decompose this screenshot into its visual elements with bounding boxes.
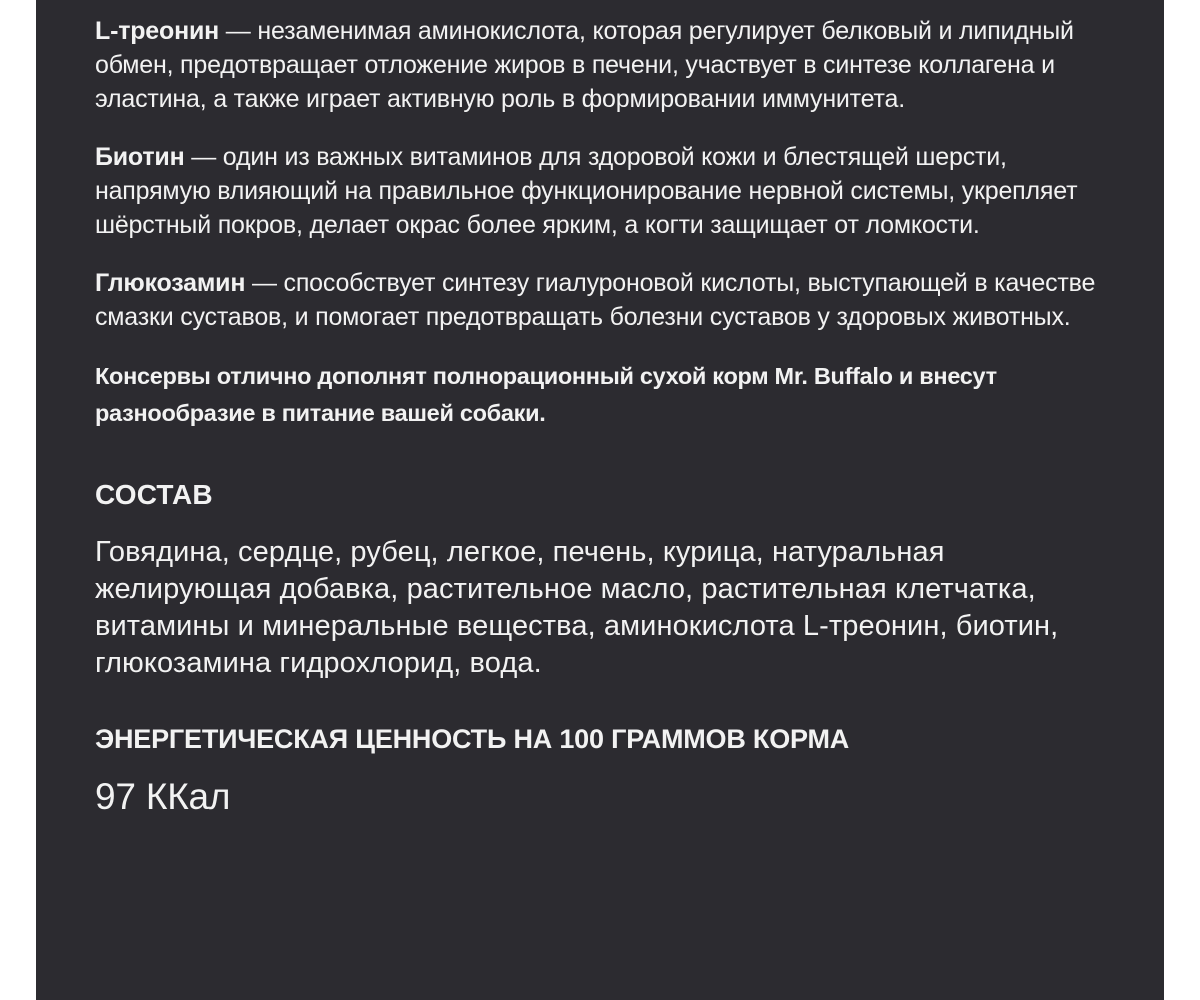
composition-heading: СОСТАВ bbox=[95, 479, 213, 510]
ingredient-l-threonine bbox=[95, 14, 1124, 116]
ingredient-description: — один из важных витаминов для здоровой кожи и блестящей шерсти, напрямую влияющий на правильное функционирование нервной системы, укрепляет шёрстный покров, делает окрас более ярким, а когти защищает от ломкости. bbox=[95, 143, 1078, 239]
feeding-note: Консервы отлично дополнят полнорационный сухой корм Mr. Buffalo и внесут разнообразие в питание вашей собаки. bbox=[95, 363, 997, 426]
ingredient-description: — способствует синтезу гиалуроновой кислоты, выступающей в качестве смазки суставов, и помогает предотвращать болезни суставов у здоровых животных. bbox=[95, 269, 1096, 331]
ingredient-term: Глюкозамин bbox=[95, 269, 246, 297]
ingredient-term: L-треонин bbox=[95, 17, 220, 45]
composition-text: Говядина, сердце, рубец, легкое, печень, курица, натуральная желирующая добавка, растительное масло, растительная клетчатка, витамины и минеральные вещества, аминокислота L-треонин, биотин, глюкозамина гидрохлорид, вода. bbox=[95, 536, 1059, 679]
product-description-panel bbox=[36, 0, 1164, 1000]
ingredient-description: — незаменимая аминокислота, которая регулирует белковый и липидный обмен, предотвращает отложение жиров в печени, участвует в синтезе коллагена и эластина, а также играет активную роль в формировании иммунитета. bbox=[95, 17, 1074, 113]
ingredient-biotin bbox=[95, 140, 1124, 242]
ingredient-term: Биотин bbox=[95, 143, 185, 171]
energy-heading: ЭНЕРГЕТИЧЕСКАЯ ЦЕННОСТЬ НА 100 ГРАММОВ КОРМА bbox=[95, 724, 850, 754]
ingredient-glucosamine bbox=[95, 266, 1124, 334]
energy-value: 97 ККал bbox=[95, 776, 231, 817]
